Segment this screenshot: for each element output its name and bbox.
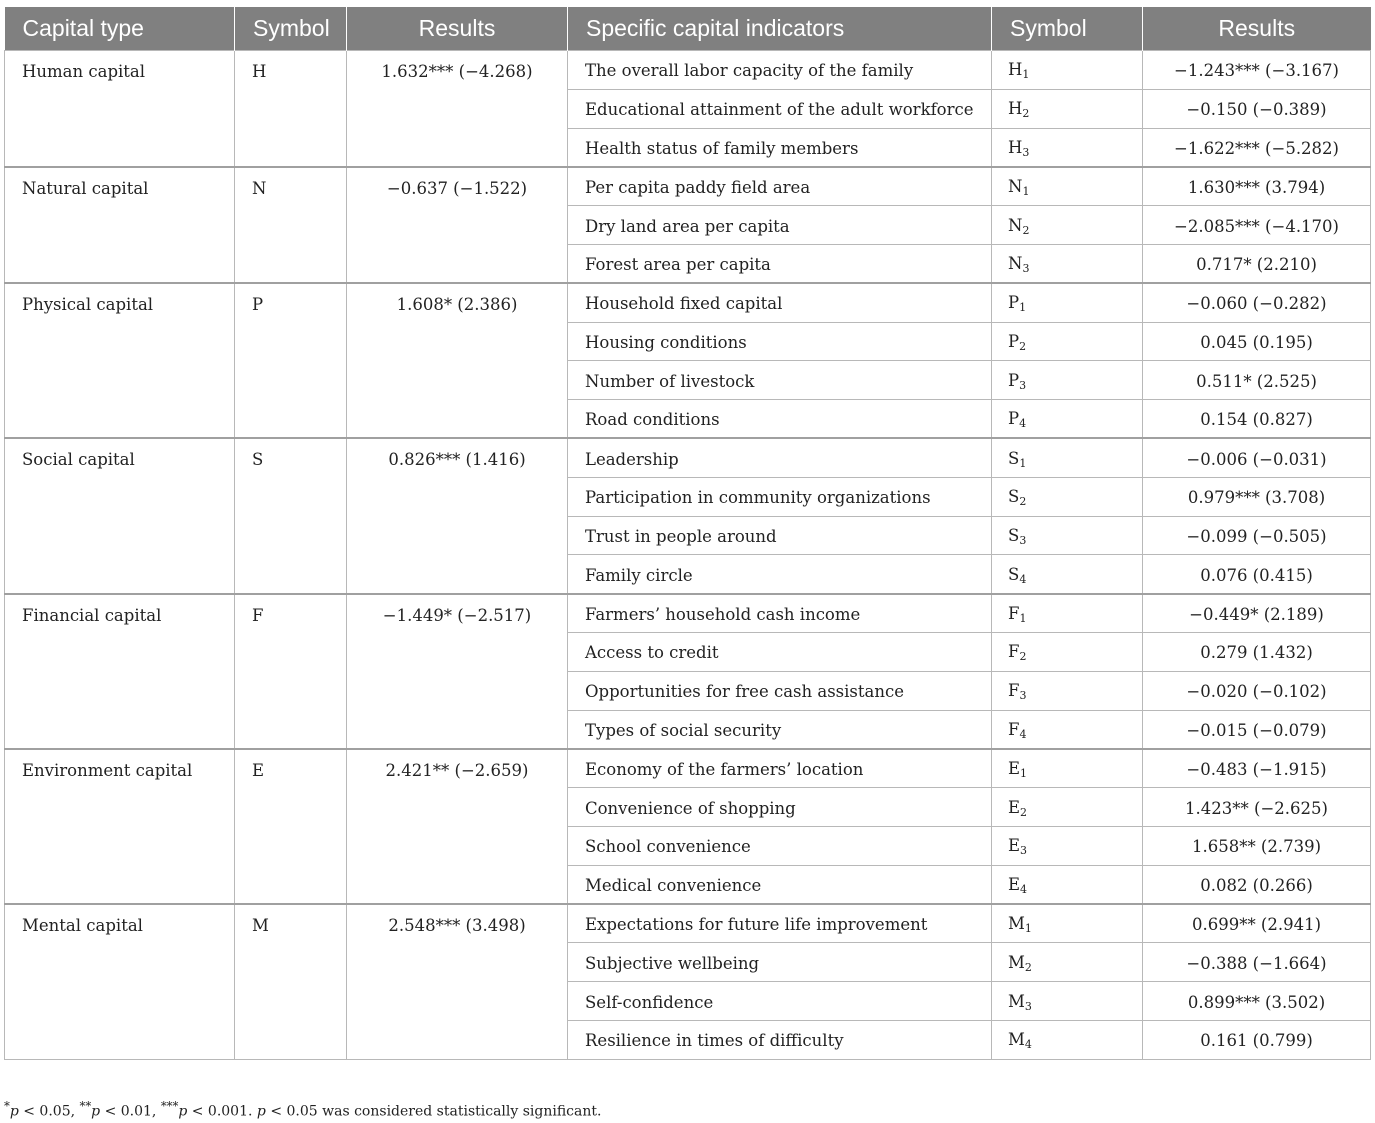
- indicator-symbol-subscript: 2: [1022, 107, 1030, 121]
- indicator-symbol-subscript: 2: [1019, 339, 1027, 353]
- indicator-symbol-letter: H: [1008, 99, 1023, 119]
- indicator-symbol-cell: [992, 826, 1143, 865]
- indicator-result-cell: 0.154 (0.827): [1143, 400, 1371, 439]
- indicator-name-cell: Subjective wellbeing: [568, 943, 992, 982]
- indicator-name-cell: Health status of family members: [568, 128, 992, 167]
- indicator-name-cell: Per capita paddy field area: [568, 167, 992, 206]
- indicator-name-cell: Economy of the farmers’ location: [568, 749, 992, 788]
- capital-symbol-cell: M: [235, 904, 347, 1059]
- table-row: [5, 749, 1371, 788]
- indicator-name-cell: School convenience: [568, 826, 992, 865]
- indicator-name-cell: Household fixed capital: [568, 283, 992, 322]
- capital-symbol-cell: F: [235, 594, 347, 749]
- indicator-symbol-cell: [992, 982, 1143, 1021]
- indicator-name-cell: Leadership: [568, 438, 992, 477]
- indicator-result-cell: −0.150 (−0.389): [1143, 89, 1371, 128]
- indicator-result-cell: 0.699** (2.941): [1143, 904, 1371, 943]
- indicator-symbol-letter: H: [1008, 60, 1023, 80]
- indicator-symbol-cell: [992, 283, 1143, 322]
- capital-symbol-cell: E: [235, 749, 347, 904]
- indicator-symbol-letter: M: [1008, 1030, 1025, 1050]
- indicator-result-cell: −0.099 (−0.505): [1143, 516, 1371, 555]
- indicator-symbol-subscript: 3: [1024, 999, 1032, 1013]
- indicator-symbol-cell: [992, 710, 1143, 749]
- indicator-symbol-letter: F: [1008, 719, 1020, 739]
- indicator-symbol-cell: [992, 244, 1143, 283]
- indicator-symbol-subscript: 2: [1020, 805, 1028, 819]
- indicator-symbol-cell: [992, 206, 1143, 245]
- indicator-symbol-letter: M: [1008, 952, 1025, 972]
- footnote-star-2: **: [79, 1099, 92, 1113]
- header-indicator-results: Results: [1143, 7, 1371, 51]
- capital-type-cell: Mental capital: [5, 904, 235, 1059]
- indicator-symbol-cell: [992, 594, 1143, 633]
- indicator-symbol-cell: [992, 361, 1143, 400]
- indicator-symbol-letter: P: [1008, 331, 1020, 351]
- indicator-symbol-cell: [992, 477, 1143, 516]
- indicator-symbol-letter: P: [1008, 370, 1020, 390]
- capital-symbol-cell: P: [235, 283, 347, 438]
- indicator-result-cell: 0.076 (0.415): [1143, 555, 1371, 594]
- indicator-name-cell: Types of social security: [568, 710, 992, 749]
- indicator-name-cell: Medical convenience: [568, 865, 992, 904]
- capital-result-cell: −0.637 (−1.522): [347, 167, 568, 283]
- indicator-symbol-subscript: 2: [1019, 495, 1027, 509]
- header-symbol: Symbol: [235, 7, 347, 51]
- indicator-name-cell: Housing conditions: [568, 322, 992, 361]
- indicator-symbol-cell: [992, 322, 1143, 361]
- capital-result-cell: 0.826*** (1.416): [347, 438, 568, 593]
- indicator-symbol-subscript: 4: [1019, 572, 1027, 586]
- indicator-symbol-letter: M: [1008, 914, 1025, 934]
- indicator-name-cell: Educational attainment of the adult workforce: [568, 89, 992, 128]
- header-specific-indicators: Specific capital indicators: [568, 7, 992, 51]
- indicator-result-cell: 0.717* (2.210): [1143, 244, 1371, 283]
- indicator-result-cell: −0.388 (−1.664): [1143, 943, 1371, 982]
- indicator-symbol-letter: E: [1008, 797, 1021, 817]
- indicator-result-cell: 0.899*** (3.502): [1143, 982, 1371, 1021]
- indicator-symbol-cell: [992, 89, 1143, 128]
- indicator-symbol-subscript: 4: [1019, 727, 1027, 741]
- capital-result-cell: 1.608* (2.386): [347, 283, 568, 438]
- indicator-symbol-subscript: 3: [1019, 378, 1027, 392]
- indicator-name-cell: Resilience in times of difficulty: [568, 1020, 992, 1059]
- indicator-result-cell: 0.279 (1.432): [1143, 632, 1371, 671]
- indicator-result-cell: 0.979*** (3.708): [1143, 477, 1371, 516]
- indicator-symbol-subscript: 1: [1024, 922, 1032, 936]
- table-row: [5, 904, 1371, 943]
- capital-type-cell: Environment capital: [5, 749, 235, 904]
- capital-result-cell: 2.548*** (3.498): [347, 904, 568, 1059]
- indicator-symbol-cell: [992, 749, 1143, 788]
- header-capital-type: Capital type: [5, 7, 235, 51]
- indicator-name-cell: Family circle: [568, 555, 992, 594]
- footnote-text-4: < 0.05 was considered statistically significant.: [265, 1103, 602, 1120]
- indicator-symbol-subscript: 2: [1022, 223, 1030, 237]
- indicator-symbol-letter: S: [1008, 525, 1020, 545]
- indicator-result-cell: −0.006 (−0.031): [1143, 438, 1371, 477]
- indicator-symbol-subscript: 3: [1019, 533, 1027, 547]
- indicator-symbol-cell: [992, 943, 1143, 982]
- table-row: [5, 51, 1371, 90]
- indicator-symbol-letter: N: [1008, 215, 1023, 235]
- indicator-symbol-subscript: 1: [1020, 766, 1028, 780]
- footnote: [4, 1099, 601, 1120]
- indicator-symbol-letter: H: [1008, 137, 1023, 157]
- indicator-symbol-subscript: 3: [1022, 262, 1030, 276]
- footnote-text-2: < 0.01,: [100, 1103, 161, 1120]
- indicator-symbol-subscript: 1: [1019, 611, 1027, 625]
- footnote-p-4: p: [256, 1103, 266, 1120]
- capital-symbol-cell: H: [235, 51, 347, 167]
- capital-type-cell: Natural capital: [5, 167, 235, 283]
- indicator-symbol-cell: [992, 555, 1143, 594]
- capital-result-cell: −1.449* (−2.517): [347, 594, 568, 749]
- indicator-name-cell: Access to credit: [568, 632, 992, 671]
- indicator-result-cell: 0.045 (0.195): [1143, 322, 1371, 361]
- indicator-symbol-cell: [992, 400, 1143, 439]
- indicator-symbol-subscript: 4: [1020, 882, 1028, 896]
- capital-result-cell: 2.421** (−2.659): [347, 749, 568, 904]
- footnote-p-3: p: [178, 1103, 188, 1120]
- results-table: [4, 7, 1371, 1060]
- indicator-name-cell: Trust in people around: [568, 516, 992, 555]
- indicator-symbol-letter: E: [1008, 874, 1021, 894]
- capital-type-cell: Human capital: [5, 51, 235, 167]
- indicator-symbol-subscript: 3: [1022, 145, 1030, 159]
- indicator-symbol-cell: [992, 51, 1143, 90]
- indicator-symbol-letter: F: [1008, 642, 1020, 662]
- indicator-name-cell: Self-confidence: [568, 982, 992, 1021]
- indicator-result-cell: −1.622*** (−5.282): [1143, 128, 1371, 167]
- header-row: [5, 7, 1371, 51]
- indicator-symbol-cell: [992, 438, 1143, 477]
- capital-type-cell: Physical capital: [5, 283, 235, 438]
- capital-type-cell: Social capital: [5, 438, 235, 593]
- table-row: [5, 167, 1371, 206]
- footnote-p-2: p: [91, 1103, 101, 1120]
- indicator-symbol-letter: M: [1008, 991, 1025, 1011]
- table-body: [5, 51, 1371, 1060]
- capital-symbol-cell: N: [235, 167, 347, 283]
- indicator-name-cell: Forest area per capita: [568, 244, 992, 283]
- indicator-symbol-subscript: 1: [1019, 456, 1027, 470]
- indicator-result-cell: 0.161 (0.799): [1143, 1020, 1371, 1059]
- footnote-star-1: *: [4, 1099, 10, 1113]
- footnote-p-1: p: [9, 1103, 19, 1120]
- indicator-symbol-subscript: 4: [1019, 417, 1027, 431]
- header-indicator-symbol: Symbol: [992, 7, 1143, 51]
- indicator-symbol-cell: [992, 671, 1143, 710]
- indicator-name-cell: Road conditions: [568, 400, 992, 439]
- indicator-result-cell: −0.449* (2.189): [1143, 594, 1371, 633]
- indicator-name-cell: Opportunities for free cash assistance: [568, 671, 992, 710]
- indicator-symbol-letter: N: [1008, 177, 1023, 197]
- footnote-star-3: ***: [160, 1099, 179, 1113]
- indicator-result-cell: −0.060 (−0.282): [1143, 283, 1371, 322]
- indicator-symbol-subscript: 4: [1024, 1038, 1032, 1052]
- capital-result-cell: 1.632*** (−4.268): [347, 51, 568, 167]
- indicator-symbol-letter: N: [1008, 254, 1023, 274]
- header-results: Results: [347, 7, 568, 51]
- indicator-symbol-subscript: 2: [1019, 650, 1027, 664]
- indicator-symbol-subscript: 1: [1019, 301, 1027, 315]
- indicator-symbol-subscript: 1: [1022, 185, 1030, 199]
- indicator-name-cell: The overall labor capacity of the family: [568, 51, 992, 90]
- indicator-symbol-letter: F: [1008, 603, 1020, 623]
- capital-type-cell: Financial capital: [5, 594, 235, 749]
- table-row: [5, 438, 1371, 477]
- indicator-symbol-letter: S: [1008, 448, 1020, 468]
- indicator-symbol-letter: P: [1008, 409, 1020, 429]
- indicator-name-cell: Number of livestock: [568, 361, 992, 400]
- indicator-name-cell: Participation in community organizations: [568, 477, 992, 516]
- indicator-symbol-cell: [992, 1020, 1143, 1059]
- indicator-symbol-cell: [992, 788, 1143, 827]
- capital-symbol-cell: S: [235, 438, 347, 593]
- footnote-text-3: < 0.001.: [187, 1103, 257, 1120]
- table-row: [5, 283, 1371, 322]
- footnote-text-1: < 0.05,: [18, 1103, 80, 1120]
- indicator-symbol-letter: S: [1008, 487, 1020, 507]
- indicator-symbol-letter: E: [1008, 836, 1021, 856]
- indicator-result-cell: 0.511* (2.525): [1143, 361, 1371, 400]
- indicator-result-cell: −0.020 (−0.102): [1143, 671, 1371, 710]
- indicator-symbol-letter: S: [1008, 564, 1020, 584]
- indicator-name-cell: Convenience of shopping: [568, 788, 992, 827]
- indicator-name-cell: Dry land area per capita: [568, 206, 992, 245]
- indicator-result-cell: −1.243*** (−3.167): [1143, 51, 1371, 90]
- indicator-symbol-subscript: 3: [1020, 844, 1028, 858]
- indicator-result-cell: 0.082 (0.266): [1143, 865, 1371, 904]
- indicator-symbol-cell: [992, 128, 1143, 167]
- indicator-symbol-letter: P: [1008, 293, 1020, 313]
- indicator-result-cell: 1.630*** (3.794): [1143, 167, 1371, 206]
- indicator-name-cell: Expectations for future life improvement: [568, 904, 992, 943]
- indicator-result-cell: 1.658** (2.739): [1143, 826, 1371, 865]
- table-row: [5, 594, 1371, 633]
- indicator-symbol-cell: [992, 904, 1143, 943]
- indicator-symbol-cell: [992, 632, 1143, 671]
- indicator-symbol-cell: [992, 516, 1143, 555]
- indicator-result-cell: −0.015 (−0.079): [1143, 710, 1371, 749]
- indicator-symbol-subscript: 3: [1019, 689, 1027, 703]
- indicator-symbol-letter: F: [1008, 681, 1020, 701]
- indicator-symbol-letter: E: [1008, 758, 1021, 778]
- indicator-result-cell: 1.423** (−2.625): [1143, 788, 1371, 827]
- indicator-symbol-subscript: 2: [1024, 960, 1032, 974]
- indicator-symbol-cell: [992, 167, 1143, 206]
- table-header: [5, 7, 1371, 51]
- indicator-result-cell: −0.483 (−1.915): [1143, 749, 1371, 788]
- indicator-result-cell: −2.085*** (−4.170): [1143, 206, 1371, 245]
- indicator-symbol-subscript: 1: [1022, 68, 1030, 82]
- indicator-symbol-cell: [992, 865, 1143, 904]
- indicator-name-cell: Farmers’ household cash income: [568, 594, 992, 633]
